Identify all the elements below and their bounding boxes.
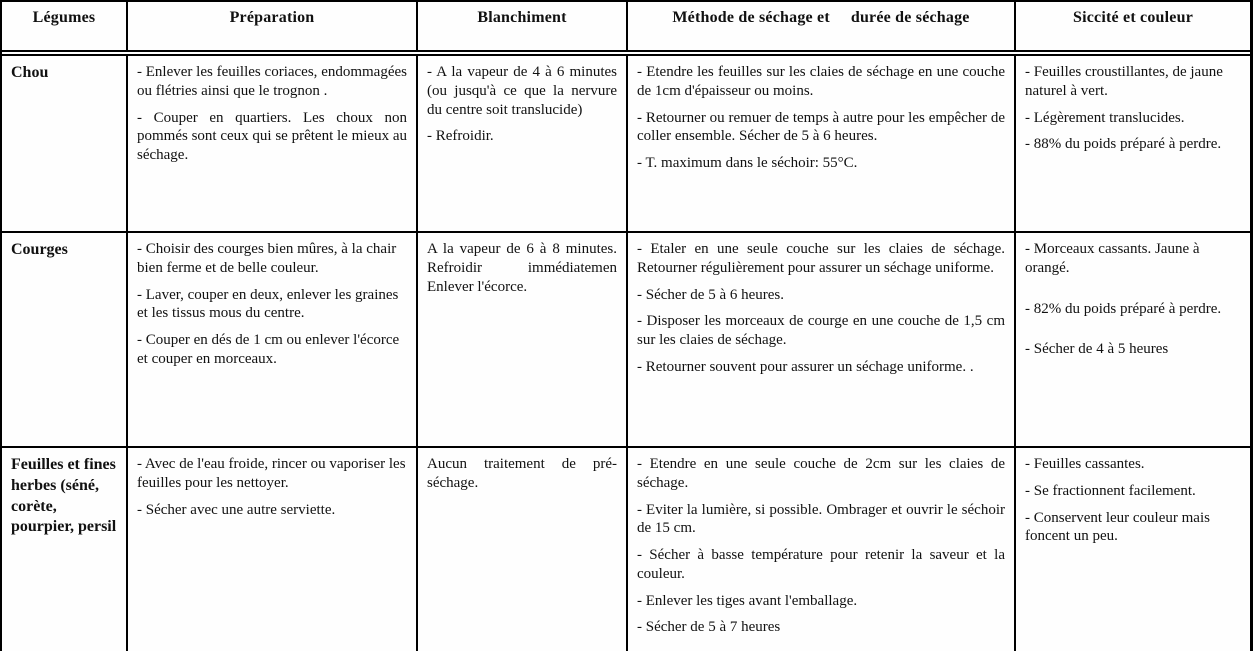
cell-siccite [1016, 448, 1250, 651]
cell-paragraph: - Refroidir. [427, 128, 494, 145]
header-legumes: Légumes [2, 2, 128, 50]
cell-paragraph: - Sécher de 5 à 7 heures [637, 619, 781, 636]
header-methode-sechage: Méthode de séchage et durée de séchage [628, 2, 1016, 50]
cell-paragraph: - Etaler en une seule couche sur les claies de séchage. Retourner régulièrement pour assurer un séchage uniforme. [637, 241, 1005, 276]
cell-paragraph: Aucun traitement de pré-séchage. [427, 456, 617, 491]
table-row-courges [2, 233, 1250, 448]
cell-paragraph: - Laver, couper en deux, enlever les graines et les tissus mous du centre. [137, 286, 399, 322]
cell-sechage [628, 56, 1016, 231]
table-row-chou [2, 56, 1250, 233]
cell-paragraph: A la vapeur de 6 à 8 minutes. Refroidir immédiatemen Enlever l'écorce. [427, 241, 617, 295]
table-row-feuilles-fines-herbes [2, 448, 1250, 651]
legume-name: Chou [2, 56, 128, 231]
cell-paragraph: - Couper en dés de 1 cm ou enlever l'écorce et couper en morceaux. [137, 332, 400, 367]
cell-paragraph: - Feuilles croustillantes, de jaune naturel à vert. [1025, 64, 1223, 99]
cell-blanchiment [418, 56, 628, 231]
cell-paragraph: - 82% du poids préparé à perdre. [1025, 300, 1222, 317]
cell-paragraph: - Avec de l'eau froide, rincer ou vaporiser les feuilles pour les nettoyer. [137, 456, 406, 491]
legume-name: Courges [2, 233, 128, 446]
cell-paragraph: - Morceaux cassants. Jaune à orangé. [1025, 241, 1200, 276]
cell-preparation [128, 56, 418, 231]
cell-preparation [128, 448, 418, 651]
cell-paragraph: - Conservent leur couleur mais foncent un peu. [1025, 509, 1210, 545]
cell-paragraph: - Couper en quartiers. Les choux non pommés sont ceux qui se prêtent le mieux au séchage. [137, 109, 407, 163]
cell-blanchiment [418, 448, 628, 651]
header-preparation: Préparation [128, 2, 418, 50]
cell-paragraph: - Légèrement translucides. [1025, 109, 1185, 126]
cell-paragraph: - 88% du poids préparé à perdre. [1025, 136, 1222, 153]
header-blanchiment: Blanchiment [418, 2, 628, 50]
cell-paragraph: - Choisir des courges bien mûres, à la chair bien ferme et de belle couleur. [137, 241, 397, 276]
cell-paragraph: - Enlever les tiges avant l'emballage. [637, 592, 858, 609]
cell-paragraph: - Etendre en une seule couche de 2cm sur les claies de séchage. [637, 456, 1005, 491]
cell-siccite [1016, 56, 1250, 231]
header-siccite-couleur: Siccité et couleur [1073, 9, 1193, 26]
cell-paragraph: - Eviter la lumière, si possible. Ombrager et ouvrir le séchoir de 15 cm. [637, 501, 1005, 537]
cell-paragraph: - T. maximum dans le séchoir: 55°C. [637, 155, 858, 171]
cell-preparation [128, 233, 418, 446]
cell-paragraph: - Sécher avec une autre serviette. [137, 501, 336, 518]
legume-name: Feuilles et fines herbes (séné, corète, pourpier, persil [2, 448, 128, 651]
cell-paragraph: - Disposer les morceaux de courge en une couche de 1,5 cm sur les claies de séchage. [637, 313, 1005, 348]
cell-paragraph: - Sécher de 4 à 5 heures [1025, 341, 1169, 358]
cell-paragraph: - Enlever les feuilles coriaces, endommagées ou flétries ainsi que le trognon . [137, 64, 407, 99]
cell-paragraph: - Etendre les feuilles sur les claies de séchage en une couche de 1cm d'épaisseur ou moins. [637, 64, 1005, 99]
cell-paragraph: - Retourner ou remuer de temps à autre pour les empêcher de coller ensemble. Sécher de 5 à 6 heures. [637, 109, 1005, 145]
cell-paragraph: - Sécher de 5 à 6 heures. [637, 286, 785, 303]
cell-paragraph: - Se fractionnent facilement. [1025, 482, 1196, 499]
cell-blanchiment [418, 233, 628, 446]
cell-paragraph: - A la vapeur de 4 à 6 minutes (ou jusqu'à ce que la nervure du centre soit translucide) [427, 64, 617, 118]
cell-paragraph: - Retourner souvent pour assurer un séchage uniforme. . [637, 358, 974, 375]
cell-paragraph: - Sécher à basse température pour retenir la saveur et la couleur. [637, 547, 1005, 582]
cell-paragraph: - Feuilles cassantes. [1025, 456, 1145, 472]
cell-siccite [1016, 233, 1250, 446]
cell-sechage [628, 448, 1016, 651]
table-header-row [2, 2, 1250, 56]
cell-sechage [628, 233, 1016, 446]
